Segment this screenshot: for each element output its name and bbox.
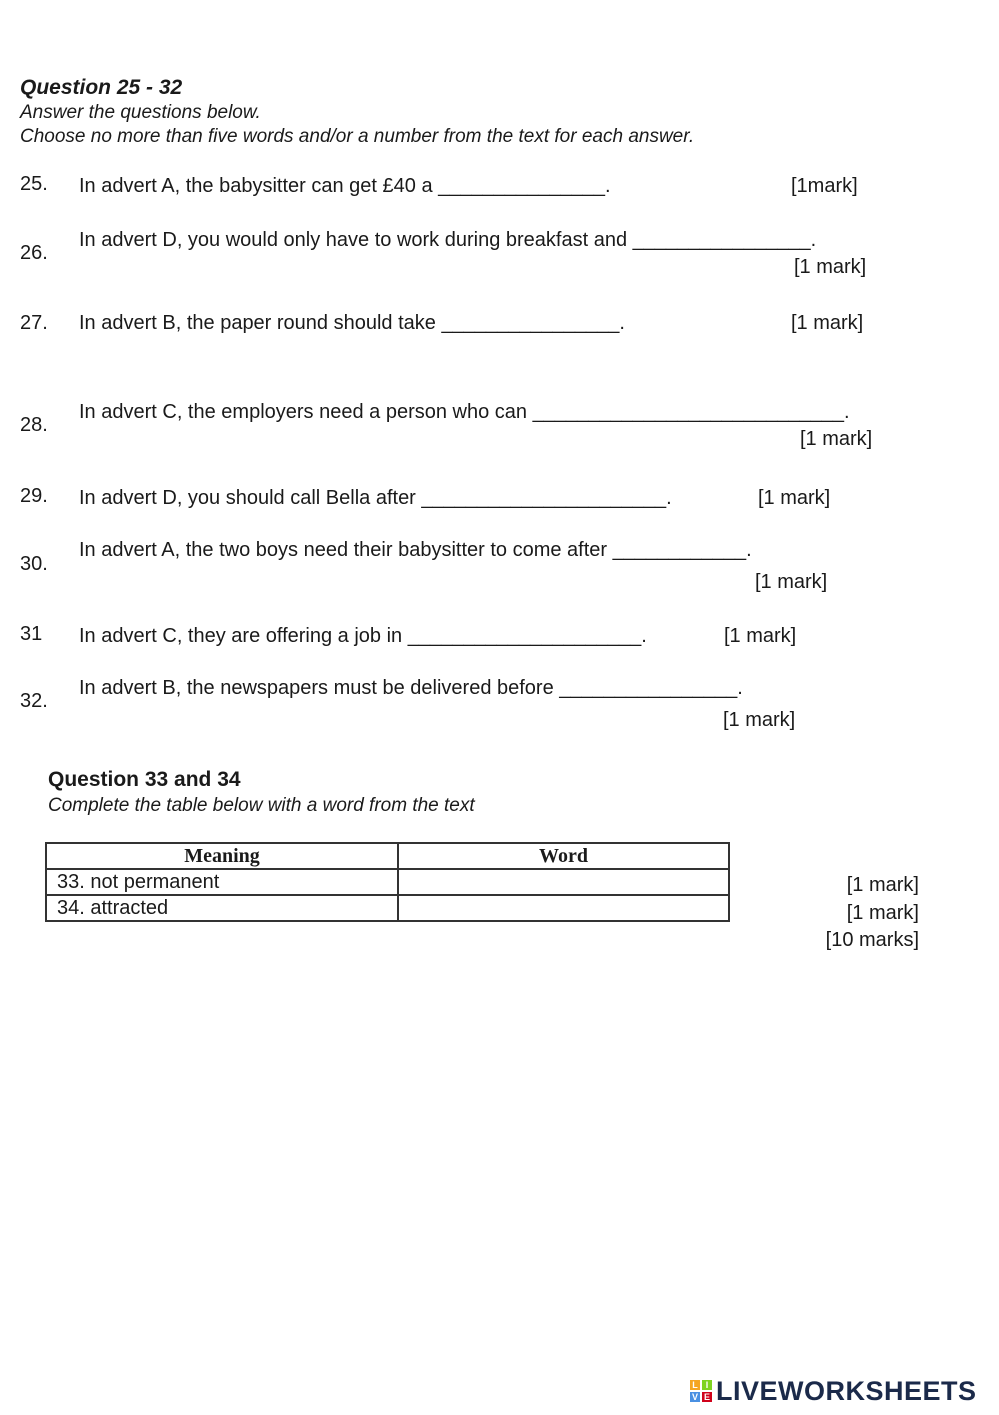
table-row	[46, 895, 729, 921]
logo-text: LIVEWORKSHEETS	[716, 1375, 977, 1406]
question-number: 27.	[20, 312, 48, 334]
logo-grid-icon	[690, 1380, 712, 1402]
section-title-25-32: Question 25 - 32	[20, 76, 183, 99]
meaning-cell: 33. not permanent	[46, 869, 398, 895]
total-marks: [10 marks]	[825, 929, 919, 951]
question-mark: [1 mark]	[800, 428, 873, 450]
section-title-33-34: Question 33 and 34	[48, 768, 241, 791]
liveworksheets-logo[interactable]	[690, 1376, 977, 1406]
question-text: In advert C, they are offering a job in _____________________.	[79, 625, 647, 647]
question-text: In advert C, the employers need a person who can ____________________________.	[79, 401, 850, 423]
word-answer-cell[interactable]	[398, 869, 729, 895]
table-header-row	[46, 843, 729, 869]
question-text: In advert B, the newspapers must be delivered before ________________.	[79, 677, 743, 699]
question-text: In advert D, you should call Bella after ______________________.	[79, 487, 672, 509]
question-text: In advert A, the two boys need their babysitter to come after ____________.	[79, 539, 752, 561]
question-text: In advert D, you would only have to work during breakfast and ________________.	[79, 229, 817, 251]
question-mark: [1 mark]	[723, 709, 796, 731]
table-row	[46, 869, 729, 895]
question-number: 32.	[20, 690, 48, 712]
row-33-mark: [1 mark]	[846, 874, 919, 896]
row-34-mark: [1 mark]	[846, 902, 919, 924]
question-mark: [1mark]	[791, 175, 858, 197]
logo-letter-i: I	[702, 1380, 712, 1390]
question-mark: [1 mark]	[724, 625, 797, 647]
question-number: 29.	[20, 485, 48, 507]
question-mark: [1 mark]	[794, 256, 867, 278]
instruction-choose: Choose no more than five words and/or a number from the text for each answer.	[20, 126, 695, 147]
question-number: 26.	[20, 242, 48, 264]
logo-letter-v: V	[691, 1392, 698, 1402]
instruction-answer: Answer the questions below.	[20, 102, 261, 123]
question-mark: [1 mark]	[791, 312, 864, 334]
header-word: Word	[398, 843, 729, 869]
question-number: 28.	[20, 414, 48, 436]
logo-letter-l: L	[690, 1380, 700, 1390]
question-text: In advert A, the babysitter can get £40 a _______________.	[79, 175, 611, 197]
question-number: 25.	[20, 173, 48, 195]
question-text: In advert B, the paper round should take ________________.	[79, 312, 625, 334]
header-meaning: Meaning	[46, 843, 398, 869]
question-mark: [1 mark]	[755, 571, 828, 593]
question-number: 31	[20, 623, 43, 645]
instruction-complete-table: Complete the table below with a word from the text	[48, 795, 475, 816]
question-number: 30.	[20, 553, 48, 575]
word-table	[45, 842, 730, 922]
meaning-cell: 34. attracted	[46, 895, 398, 921]
question-mark: [1 mark]	[758, 487, 831, 509]
logo-letter-e: E	[703, 1392, 710, 1402]
word-answer-cell[interactable]	[398, 895, 729, 921]
